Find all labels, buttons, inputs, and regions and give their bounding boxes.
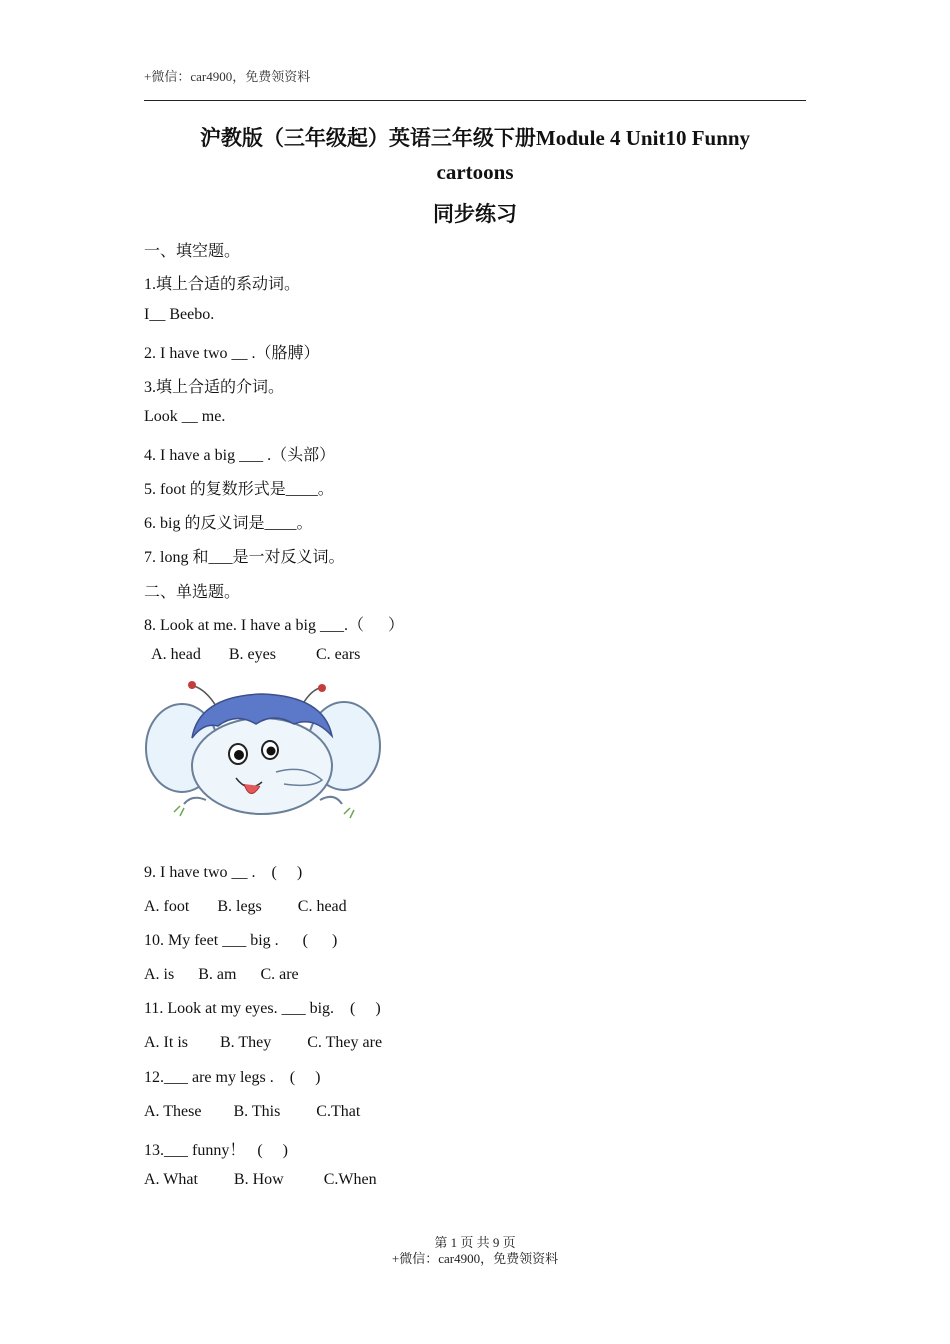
document-subtitle: 同步练习 [433, 202, 517, 226]
question-7-text: 7. long 和___是一对反义词。 [144, 549, 345, 566]
document-title-line-1: 沪教版（三年级起）英语三年级下册Module 4 Unit10 Funny [199, 126, 751, 150]
document-title-line-2: cartoons [436, 160, 514, 184]
question-13-text: 13.___ funny！ ( ) [144, 1142, 288, 1159]
question-1-text: I__ Beebo. [144, 306, 215, 323]
question-12-text: 12.___ are my legs . ( ) [144, 1069, 321, 1086]
section-heading-single-choice: 二、单选题。 [144, 584, 241, 601]
header-divider [144, 100, 806, 101]
question-2-text: 2. I have two __ .（胳膊） [144, 345, 320, 362]
question-8-text: 8. Look at me. I have a big ___.（ ） [144, 617, 404, 634]
question-13-options: A. What B. How C.When [144, 1171, 377, 1188]
question-12-options: A. These B. This C.That [144, 1103, 361, 1120]
question-10-text: 10. My feet ___ big . ( ) [144, 932, 338, 949]
question-3-text: Look __ me. [144, 408, 226, 425]
question-9-options: A. foot B. legs C. head [144, 898, 347, 915]
cartoon-mouse-image [144, 676, 382, 826]
page-number: 第 1 页 共 9 页 [434, 1235, 516, 1250]
question-8-options: A. head B. eyes C. ears [144, 646, 361, 663]
question-11-options: A. It is B. They C. They are [144, 1034, 383, 1051]
header-note: +微信：car4900，免费领资料 [144, 69, 311, 84]
question-1-instruction: 1.填上合适的系动词。 [144, 276, 301, 293]
question-3-instruction: 3.填上合适的介词。 [144, 379, 285, 396]
footer-note: +微信：car4900，免费领资料 [391, 1251, 559, 1266]
question-4-text: 4. I have a big ___ .（头部） [144, 447, 336, 464]
question-11-text: 11. Look at my eyes. ___ big. ( ) [144, 1000, 381, 1017]
question-10-options: A. is B. am C. are [144, 966, 299, 983]
section-heading-fill-blank: 一、填空题。 [144, 243, 241, 260]
question-6-text: 6. big 的反义词是____。 [144, 515, 313, 532]
question-9-text: 9. I have two __ . ( ) [144, 864, 303, 881]
question-5-text: 5. foot 的复数形式是____。 [144, 481, 334, 498]
